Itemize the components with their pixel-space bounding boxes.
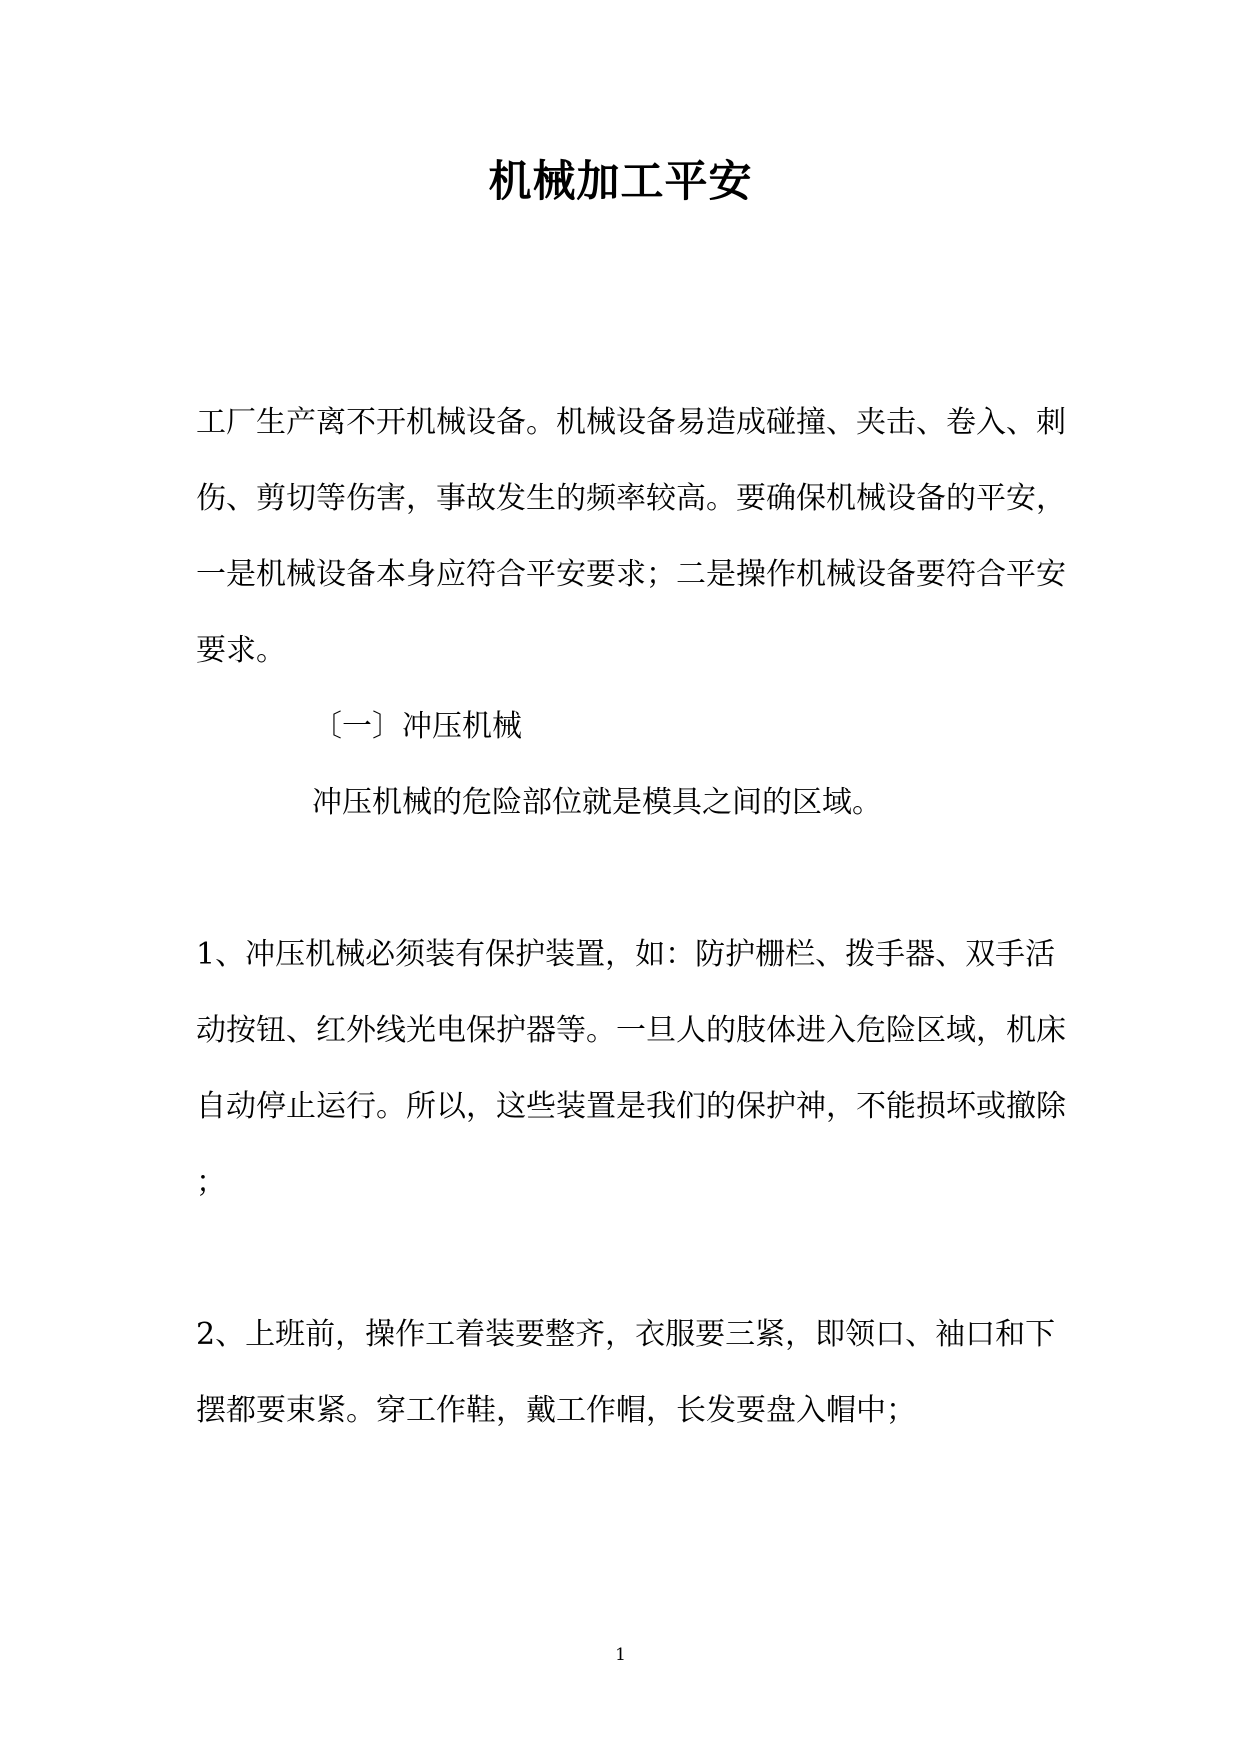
item1-line-4: ；: [196, 1165, 226, 1200]
document-title: 机械加工平安: [488, 157, 753, 207]
item1-line-1: 1、冲压机械必须装有保护装置，如：防护栅栏、拨手器、双手活: [196, 937, 1056, 972]
section-intro: 冲压机械的危险部位就是模具之间的区域。: [312, 785, 882, 820]
item2-line-2: 摆都要束紧。穿工作鞋，戴工作帽，长发要盘入帽中；: [196, 1393, 916, 1428]
item1-line-2: 动按钮、红外线光电保护器等。一旦人的肢体进入危险区域，机床: [196, 1013, 1066, 1048]
page-number: 1: [615, 1645, 626, 1665]
section-heading: 〔一〕冲压机械: [312, 709, 522, 744]
item1-line-3: 自动停止运行。所以，这些装置是我们的保护神，不能损坏或撤除: [196, 1089, 1066, 1124]
intro-line-3: 一是机械设备本身应符合平安要求；二是操作机械设备要符合平安: [196, 557, 1066, 592]
intro-line-2: 伤、剪切等伤害，事故发生的频率较高。要确保机械设备的平安，: [196, 481, 1066, 516]
intro-line-4: 要求。: [196, 633, 286, 668]
intro-line-1: 工厂生产离不开机械设备。机械设备易造成碰撞、夹击、卷入、刺: [196, 405, 1066, 440]
item2-line-1: 2、上班前，操作工着装要整齐，衣服要三紧，即领口、袖口和下: [196, 1317, 1056, 1352]
